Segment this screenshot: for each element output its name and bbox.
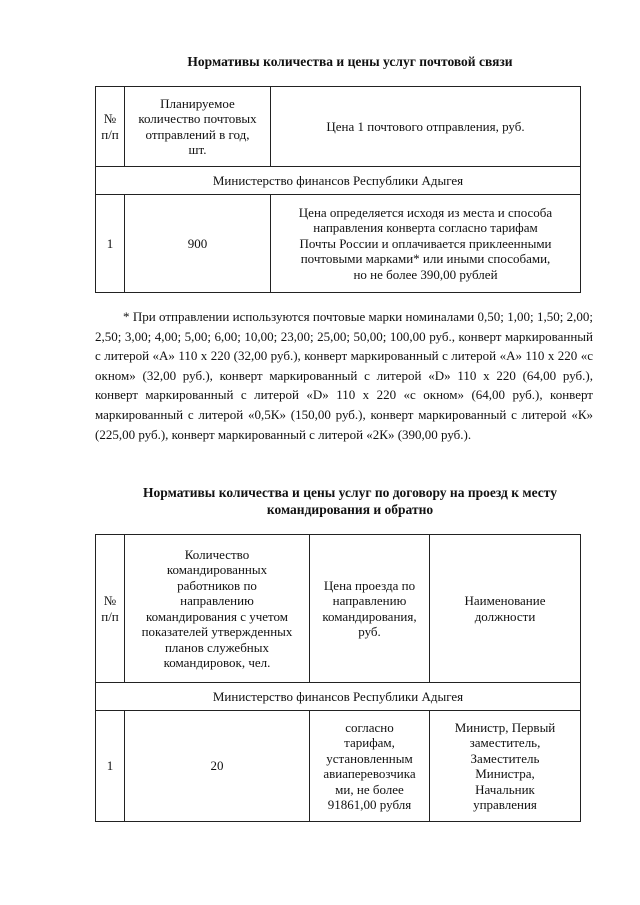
header-number: № п/п <box>96 535 125 683</box>
header-price: Цена 1 почтового отправления, руб. <box>271 87 581 167</box>
cell-quantity: 20 <box>125 711 310 822</box>
header-position: Наименование должности <box>430 535 581 683</box>
header-quantity: Количество командированных работников по направлению командирования с учетом показателей утвержденных планов служебных командировок, чел. <box>125 535 310 683</box>
header-number: № п/п <box>96 87 125 167</box>
cell-price: Цена определяется исходя из места и способа направления конверта согласно тарифам Почты России и оплачивается приклеенными почтовыми марками* или иными способами, но не более 390,00 рублей <box>271 195 581 293</box>
table-header-row <box>96 87 581 167</box>
group-label: Министерство финансов Республики Адыгея <box>96 167 581 195</box>
travel-services-table <box>95 534 581 822</box>
cell-quantity: 900 <box>125 195 271 293</box>
table-row <box>96 711 581 822</box>
table-row <box>96 195 581 293</box>
postal-services-table <box>95 86 581 293</box>
header-quantity: Планируемое количество почтовых отправлений в год, шт. <box>125 87 271 167</box>
table-header-row <box>96 535 581 683</box>
section-title-postal: Нормативы количества и цены услуг почтовой связи <box>187 54 513 69</box>
section-title-travel: Нормативы количества и цены услуг по договору на проезд к месту командирования и обратно <box>143 485 557 517</box>
cell-number: 1 <box>96 195 125 293</box>
header-price: Цена проезда по направлению командирования, руб. <box>310 535 430 683</box>
table-group-row <box>96 167 581 195</box>
cell-position: Министр, Первый заместитель, Заместитель Министра, Начальник управления <box>430 711 581 822</box>
cell-price: согласно тарифам, установленным авиаперевозчика ми, не более 91861,00 рубля <box>310 711 430 822</box>
group-label: Министерство финансов Республики Адыгея <box>96 683 581 711</box>
cell-number: 1 <box>96 711 125 822</box>
table-group-row <box>96 683 581 711</box>
footnote: * При отправлении используются почтовые марки номиналами 0,50; 1,00; 1,50; 2,00; 2,50; 3,00; 4,00; 5,00; 6,00; 10,00; 23,00; 25,00; 50,00; 100,00 руб., конверт маркированный с литерой «А» 110 х 220 (32,00 руб.), конверт маркированный с литерой «А» 110 х 220 «с окном» (32,00 руб.), конверт маркированный с литерой «D» 110 х 220 (64,00 руб.), конверт маркированный с литерой «D» 110 х 220 «с окном» (64,00 руб.), конверт маркированный с литерой «0,5К» (150,00 руб.), конверт маркированный с литерой «К» (225,00 руб.), конверт маркированный с литерой «2К» (390,00 руб.). <box>95 309 593 442</box>
